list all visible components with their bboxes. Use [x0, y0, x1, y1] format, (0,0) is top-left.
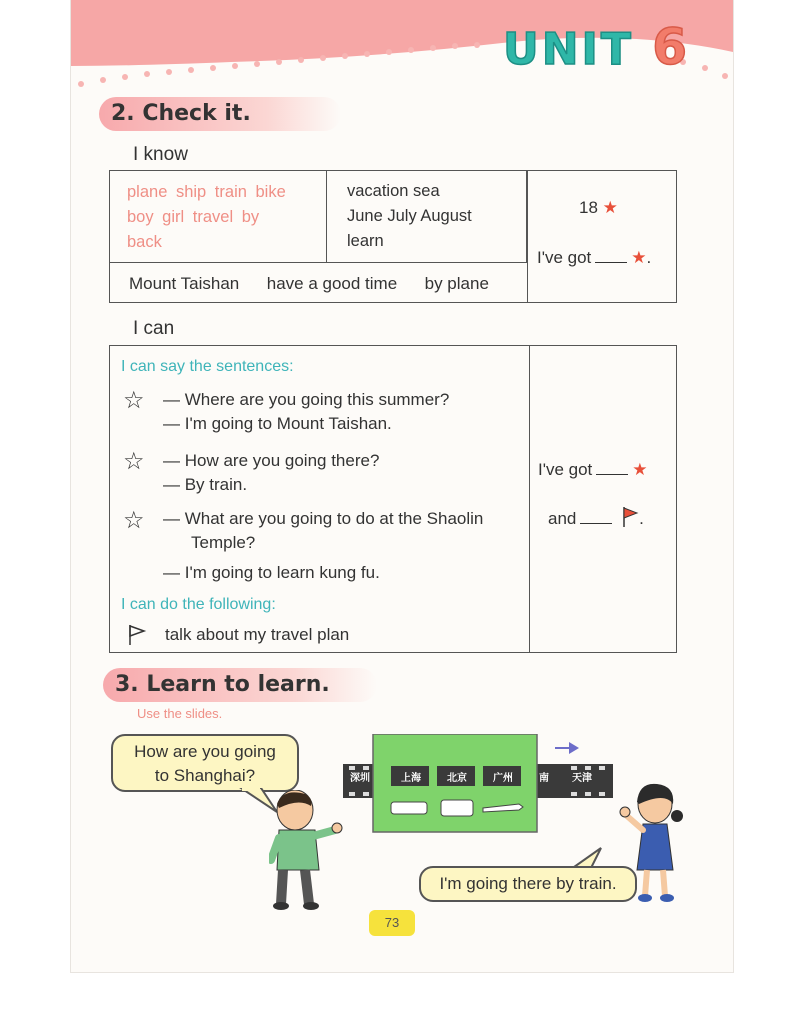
page-number: 73	[369, 910, 415, 936]
strip-city-right-2: 天津	[572, 773, 592, 784]
section-heading-check: 2. Check it.	[99, 97, 341, 131]
i-can-title: I can	[133, 318, 175, 339]
sentence-1: — Where are you going this summer? — I'm going to Mount Taishan.	[163, 390, 450, 433]
phrase-row: Mount Taishan have a good time by plane	[129, 274, 489, 293]
girl-speech-bubble: I'm going there by train.	[419, 866, 637, 902]
task-text: talk about my travel plan	[165, 625, 350, 644]
do-heading: I can do the following:	[121, 596, 276, 613]
boy-illustration	[269, 790, 349, 914]
got-stars-line-2: I've got ★	[538, 460, 648, 479]
got-stars-line: I've got ★.	[537, 248, 652, 267]
unit-title	[503, 18, 690, 76]
say-heading: I can say the sentences:	[121, 358, 294, 375]
black-word-list: vacation sea June July August learn	[347, 182, 472, 250]
star-icon: ★	[632, 460, 648, 479]
sentence-3: — What are you going to do at the Shaolin Temple? — I'm going to learn kung fu.	[163, 509, 484, 582]
outline-star-icon: ☆	[123, 507, 145, 534]
outline-star-icon: ☆	[123, 448, 145, 475]
strip-city-left: 深圳	[350, 773, 370, 784]
i-know-title: I know	[133, 144, 188, 165]
section-heading-learn: 3. Learn to learn.	[103, 668, 377, 702]
score-count: 18 ★	[579, 198, 618, 217]
slide-city-3: 广州	[493, 773, 513, 784]
sentence-2: — How are you going there? — By train.	[163, 451, 380, 494]
slides-illustration	[343, 734, 613, 834]
star-icon: ★	[602, 198, 618, 217]
got-flags-line: and .	[548, 506, 644, 531]
boy-speech-bubble: How are you going to Shanghai?	[111, 734, 299, 792]
outline-star-icon: ☆	[123, 387, 145, 414]
unit-number: 6	[652, 18, 691, 76]
slide-city-2: 北京	[447, 773, 467, 784]
unit-word: UNIT	[503, 24, 634, 75]
textbook-page	[70, 0, 734, 973]
flag-outline-icon	[127, 624, 147, 646]
instruction-text: Use the slides.	[137, 706, 223, 721]
slide-city-1: 上海	[401, 773, 421, 784]
pink-word-list: plane ship train bike boy girl travel by back	[127, 183, 286, 251]
strip-city-right-1: 南	[539, 773, 549, 784]
flag-icon	[621, 506, 639, 528]
star-icon: ★	[631, 248, 647, 267]
